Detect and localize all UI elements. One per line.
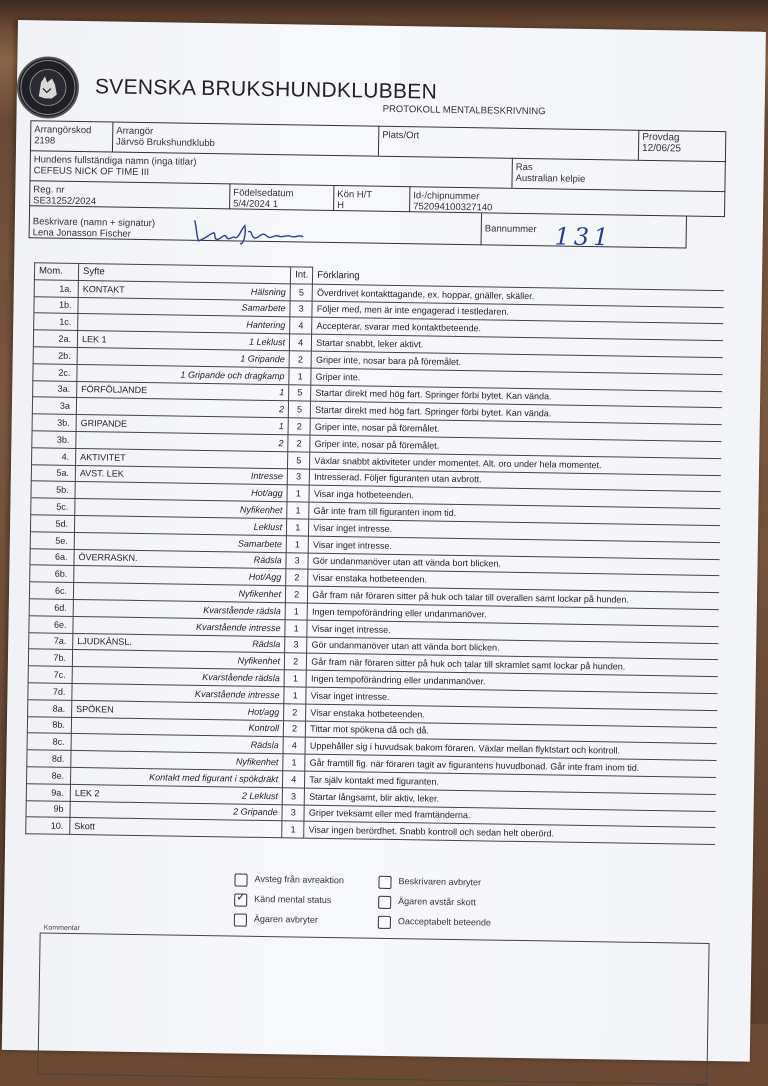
syfte-group-cell: [73, 583, 148, 601]
syfte-sub-cell: Nyfikenhet: [145, 752, 283, 771]
forklaring-cell: Går framtill fig. när föraren tagit av figurantens huvudbonad. Går inte fram inom tid.: [305, 754, 716, 777]
mom-cell: 10.: [26, 817, 70, 834]
forklaring-cell: Uppehåller sig i huvudsak bakom föraren. Växlar mellan flyktstart och kontroll.: [305, 737, 716, 760]
forklaring-cell: Tar själv kontakt med figuranten.: [305, 771, 716, 794]
mom-cell: 8b.: [27, 716, 71, 733]
forklaring-cell: Går inte fram till figuranten inom tid.: [309, 502, 720, 525]
mom-cell: 3a.: [33, 380, 77, 397]
mom-cell: 7a.: [29, 632, 73, 649]
checkbox-label: Beskrivaren avbryter: [398, 876, 482, 888]
int-score-cell: 1: [287, 485, 309, 502]
forklaring-cell: Visar inget intresse.: [308, 536, 719, 559]
field-label: Födelsedatum: [233, 187, 294, 200]
syfte-sub-cell: [150, 449, 288, 468]
int-score-cell: 3: [290, 300, 312, 317]
protocol-sheet: [2, 20, 766, 1062]
field-value: Lena Jonasson Fischer: [32, 227, 131, 240]
int-score-cell: 1: [284, 687, 306, 704]
page-title: SVENSKA BRUKSHUNDKLUBBEN: [94, 75, 438, 104]
syfte-sub-cell: Rädsla: [146, 735, 284, 754]
int-score-cell: 2: [284, 653, 306, 670]
syfte-group-cell: LJUDKÄNSL.: [73, 633, 148, 651]
int-score-cell: 1: [287, 502, 309, 519]
mom-cell: 1b.: [34, 296, 78, 313]
mom-cell: 9b: [26, 800, 70, 817]
mom-cell: 6c.: [29, 582, 73, 599]
field-value: 12/06/25: [641, 142, 682, 155]
forklaring-cell: Startar långsamt, blir aktiv, leker.: [305, 788, 716, 811]
field-label: Provdag: [642, 131, 680, 144]
mom-cell: 6a.: [30, 548, 74, 565]
mom-cell: 8a.: [28, 699, 72, 716]
int-score-cell: 2: [285, 586, 307, 603]
kon-field: [337, 189, 372, 212]
fodelsedatum-field: [233, 187, 294, 210]
col-header-syfte: Syfte: [78, 263, 290, 283]
checkbox-label: Oacceptabelt beteende: [397, 916, 492, 928]
field-value: Australian kelpie: [515, 172, 586, 185]
syfte-group-cell: [74, 566, 149, 584]
syfte-group-cell: [76, 431, 151, 449]
syfte-sub-cell: Kvarstående rädsla: [148, 601, 286, 620]
syfte-group-cell: [71, 767, 146, 785]
mom-cell: 3b.: [32, 414, 76, 431]
bannummer-label: Bannummer: [484, 223, 537, 236]
forklaring-cell: Griper tveksamt eller med framtänderna.: [304, 805, 715, 828]
syfte-sub-cell: Hot/agg: [146, 701, 284, 720]
mom-cell: 5c.: [31, 498, 75, 515]
forklaring-cell: Griper inte, nosar på föremålet.: [310, 435, 721, 458]
chipnummer-field: [413, 190, 493, 213]
mom-cell: 9a.: [26, 783, 70, 800]
syfte-sub-cell: Samarbete: [149, 533, 287, 552]
syfte-sub-cell: 1 Leklust: [152, 332, 290, 351]
syfte-group-cell: [74, 532, 149, 550]
syfte-sub-cell: Intresse: [150, 466, 288, 485]
checkbox-icon[interactable]: [378, 876, 391, 889]
forklaring-cell: Går fram när föraren sitter på huk och talar till skramlet samt lockar på hunden.: [307, 653, 718, 676]
syfte-group-cell: [75, 499, 150, 517]
int-score-cell: 1: [285, 620, 307, 637]
int-score-cell: 2: [288, 418, 310, 435]
int-score-cell: 1: [286, 536, 308, 553]
int-score-cell: 4: [283, 737, 305, 754]
int-score-cell: 2: [288, 435, 310, 452]
mom-cell: 5e.: [30, 532, 74, 549]
forklaring-cell: Visar inget intresse.: [309, 519, 720, 542]
field-label: Arrangör: [116, 125, 154, 138]
int-score-cell: 1: [285, 603, 307, 620]
syfte-group-cell: [78, 314, 153, 332]
int-score-cell: 1: [282, 821, 304, 838]
forklaring-cell: Växlar snabbt aktiviteter under momentet. Alt. oro under hela momentet.: [310, 452, 721, 475]
field-label: Arrangörskod: [34, 124, 92, 137]
mom-cell: 8d.: [27, 750, 71, 767]
syfte-sub-cell: Leklust: [149, 517, 287, 536]
forklaring-cell: Ingen tempoförändring eller undanmanöver.: [307, 603, 718, 626]
hundnamn-field: [34, 154, 197, 179]
forklaring-cell: Överdrivet kontakttagande, ex. hoppar, gnäller, skäller.: [312, 284, 723, 307]
checkbox-label: Avsteg från avreaktion: [254, 873, 344, 886]
syfte-group-cell: FÖRFÖLJANDE: [77, 381, 152, 399]
mom-cell: 4.: [32, 448, 76, 465]
int-score-cell: 2: [283, 720, 305, 737]
int-score-cell: 4: [283, 771, 305, 788]
syfte-group-cell: [76, 398, 151, 416]
syfte-group-cell: GRIPANDE: [76, 415, 151, 433]
int-score-cell: 5: [288, 401, 310, 418]
syfte-sub-cell: Rädsla: [147, 634, 285, 653]
forklaring-cell: Startar direkt med hög fart. Springer förbi bytet. Kan vända.: [311, 402, 722, 425]
field-value: CEFEUS NICK OF TIME III: [33, 165, 150, 179]
field-value: Järvsö Brukshundklubb: [116, 136, 215, 150]
comment-label: Kommentar: [43, 924, 80, 933]
int-score-cell: 3: [282, 804, 304, 821]
syfte-group-cell: [75, 482, 150, 500]
forklaring-cell: Griper inte, nosar på föremålet.: [310, 418, 721, 441]
plats-field: [382, 130, 419, 142]
provdag-field: [642, 132, 681, 155]
bannummer-value: 131: [554, 222, 613, 252]
syfte-sub-cell: Kvarstående rädsla: [147, 668, 285, 687]
forklaring-cell: Visar enstaka hotbeteenden.: [308, 569, 719, 592]
int-score-cell: 3: [286, 552, 308, 569]
syfte-sub-cell: Kvarstående intresse: [146, 685, 284, 704]
syfte-sub-cell: Samarbete: [152, 298, 290, 317]
int-score-cell: 1: [283, 754, 305, 771]
mom-cell: 6e.: [29, 615, 73, 632]
field-label: Reg. nr: [33, 184, 65, 196]
mom-cell: 7d.: [28, 683, 72, 700]
int-score-cell: 2: [286, 569, 308, 586]
forklaring-cell: Gör undanmanöver utan att vända bort blicken.: [307, 637, 718, 660]
ras-field: [515, 162, 585, 185]
syfte-group-cell: AVST. LEK: [75, 465, 150, 483]
int-score-cell: 5: [288, 452, 310, 469]
forklaring-cell: Ingen tempoförändring eller undanmanöver.: [306, 670, 717, 693]
field-value: H: [337, 200, 345, 212]
int-score-cell: 1: [289, 368, 311, 385]
mom-cell: 5b.: [31, 481, 75, 498]
syfte-group-cell: [70, 801, 145, 819]
syfte-sub-cell: 2: [150, 433, 288, 452]
syfte-sub-cell: Rädsla: [148, 550, 286, 569]
forklaring-cell: Går fram när föraren sitter på huk och talar till overallen samt lockar på hunden.: [308, 586, 719, 609]
syfte-group-cell: [78, 297, 153, 315]
syfte-group-cell: [72, 667, 147, 685]
mom-cell: 1c.: [34, 313, 78, 330]
syfte-sub-cell: Nyfikenhet: [148, 584, 286, 603]
mom-cell: 3b.: [32, 431, 76, 448]
handwritten-signature: [190, 215, 310, 249]
mom-cell: 7c.: [28, 666, 72, 683]
forklaring-cell: Tittar mot spökena då och då.: [306, 721, 717, 744]
col-header-int: Int.: [290, 267, 312, 284]
col-header-mom: Mom.: [34, 263, 78, 280]
int-score-cell: 3: [285, 636, 307, 653]
syfte-sub-cell: 1: [151, 382, 289, 401]
mom-cell: 5a.: [31, 464, 75, 481]
int-score-cell: 4: [289, 334, 311, 351]
mom-cell: 7b.: [28, 649, 72, 666]
checkbox-label: Känd mental status: [254, 893, 332, 906]
checkbox-icon[interactable]: [378, 916, 391, 929]
mom-cell: 2a.: [33, 330, 77, 347]
mom-cell: 1a.: [34, 280, 78, 297]
field-value: 752094100327140: [413, 201, 493, 214]
syfte-group-cell: [74, 515, 149, 533]
syfte-group-cell: [77, 347, 152, 365]
syfte-group-cell: [73, 599, 148, 617]
syfte-sub-cell: 2: [151, 399, 289, 418]
field-label: Kön H/T: [337, 189, 373, 201]
regnr-field: [33, 184, 96, 207]
syfte-group-cell: AKTIVITET: [76, 448, 151, 466]
syfte-group-cell: LEK 2: [70, 784, 145, 802]
checkbox-icon[interactable]: [378, 896, 391, 909]
int-score-cell: 3: [282, 787, 304, 804]
field-value: 2198: [34, 135, 56, 147]
syfte-sub-cell: Kontakt med figurant i spökdräkt: [145, 768, 283, 787]
forklaring-cell: Visar enstaka hotbeteenden.: [306, 704, 717, 727]
forklaring-cell: Griper inte.: [311, 368, 722, 391]
field-label: Ras: [515, 161, 533, 174]
syfte-group-cell: LEK 1: [77, 331, 152, 349]
syfte-sub-cell: 2 Gripande: [144, 802, 282, 821]
int-score-cell: 3: [287, 468, 309, 485]
int-score-cell: 1: [284, 670, 306, 687]
int-score-cell: 5: [289, 384, 311, 401]
syfte-group-cell: Skott: [70, 818, 145, 836]
comment-field[interactable]: [37, 932, 709, 1085]
forklaring-cell: Griper inte, nosar bara på föremålet.: [311, 351, 722, 374]
syfte-sub-cell: Nyfikenhet: [147, 651, 285, 670]
syfte-sub-cell: Nyfikenhet: [149, 500, 287, 519]
syfte-sub-cell: Kvarstående intresse: [147, 617, 285, 636]
int-score-cell: 4: [290, 317, 312, 334]
mom-cell: 5d.: [30, 515, 74, 532]
mom-cell: 3a: [32, 397, 76, 414]
checkbox-icon[interactable]: [234, 914, 247, 927]
syfte-sub-cell: Hot/Agg: [148, 567, 286, 586]
checkbox-label: Ägaren avbryter: [253, 913, 319, 925]
forklaring-cell: Visar inget intresse.: [306, 687, 717, 710]
syfte-group-cell: [71, 751, 146, 769]
field-label: Plats/Ort: [382, 129, 420, 142]
checkmark-icon: ✓: [236, 891, 246, 904]
page-subtitle: PROTOKOLL MENTALBESKRIVNING: [382, 103, 546, 118]
syfte-group-cell: [71, 717, 146, 735]
field-value: 5/4/2024 1: [233, 198, 279, 211]
syfte-group-cell: ÖVERRASKN.: [74, 549, 149, 567]
arrangorskod-field: [34, 124, 91, 147]
forklaring-cell: Visar ingen berördhet. Snabb kontroll och sedan helt oberörd.: [304, 821, 715, 844]
checkbox-icon-checked[interactable]: [234, 891, 247, 907]
assessment-table: [25, 262, 724, 845]
field-label: Id-/chipnummer: [413, 190, 480, 203]
int-score-cell: 5: [290, 284, 312, 301]
syfte-sub-cell: [144, 819, 282, 838]
syfte-sub-cell: 1: [151, 416, 289, 435]
mom-cell: 8c.: [27, 733, 71, 750]
beskrivare-field: [33, 216, 156, 240]
syfte-sub-cell: 2 Leklust: [145, 785, 283, 804]
field-value: SE31252/2024: [33, 195, 97, 208]
syfte-group-cell: [72, 650, 147, 668]
syfte-sub-cell: 1 Gripande: [152, 349, 290, 368]
forklaring-cell: Startar direkt med hög fart. Springer förbi bytet. Kan vända.: [311, 385, 722, 408]
syfte-group-cell: [73, 616, 148, 634]
mom-cell: 2c.: [33, 364, 77, 381]
forklaring-cell: Visar inga hotbeteenden.: [309, 485, 720, 508]
col-header-forklaring: Förklaring: [313, 267, 724, 290]
syfte-group-cell: KONTAKT: [78, 280, 153, 298]
forklaring-cell: Startar snabbt, leker aktivt.: [312, 334, 723, 357]
syfte-sub-cell: 1 Gripande och dragkamp: [151, 365, 289, 384]
field-label: Hundens fullständiga namn (inga titlar): [33, 154, 197, 168]
syfte-group-cell: [72, 683, 147, 701]
forklaring-cell: Följer med, men är inte engagerad i testledaren.: [312, 301, 723, 324]
forklaring-cell: Accepterar, svarar med kontaktbeteende.: [312, 318, 723, 341]
field-label: Beskrivare (namn + signatur): [32, 216, 156, 230]
syfte-sub-cell: Hantering: [152, 315, 290, 334]
mom-cell: 8e.: [27, 767, 71, 784]
checkbox-icon[interactable]: [234, 874, 247, 887]
syfte-group-cell: SPÖKEN: [72, 700, 147, 718]
mom-cell: 6d.: [29, 599, 73, 616]
forklaring-cell: Visar inget intresse.: [307, 620, 718, 643]
syfte-sub-cell: Hot/agg: [149, 483, 287, 502]
syfte-group-cell: [71, 734, 146, 752]
syfte-sub-cell: Kontroll: [146, 718, 284, 737]
checkbox-label: Ägaren avstår skott: [398, 896, 476, 908]
arrangor-field: [116, 126, 215, 150]
syfte-group-cell: [77, 364, 152, 382]
int-score-cell: 2: [289, 351, 311, 368]
syfte-sub-cell: Hälsning: [153, 281, 291, 300]
mom-cell: 2b.: [33, 347, 77, 364]
int-score-cell: 1: [287, 519, 309, 536]
forklaring-cell: Intresserad. Följer figuranten utan avbrott.: [310, 469, 721, 492]
mom-cell: 6b.: [30, 565, 74, 582]
club-logo-seal: [16, 56, 79, 119]
forklaring-cell: Gör undanmanöver utan att vända bort blicken.: [308, 553, 719, 576]
int-score-cell: 2: [284, 703, 306, 720]
